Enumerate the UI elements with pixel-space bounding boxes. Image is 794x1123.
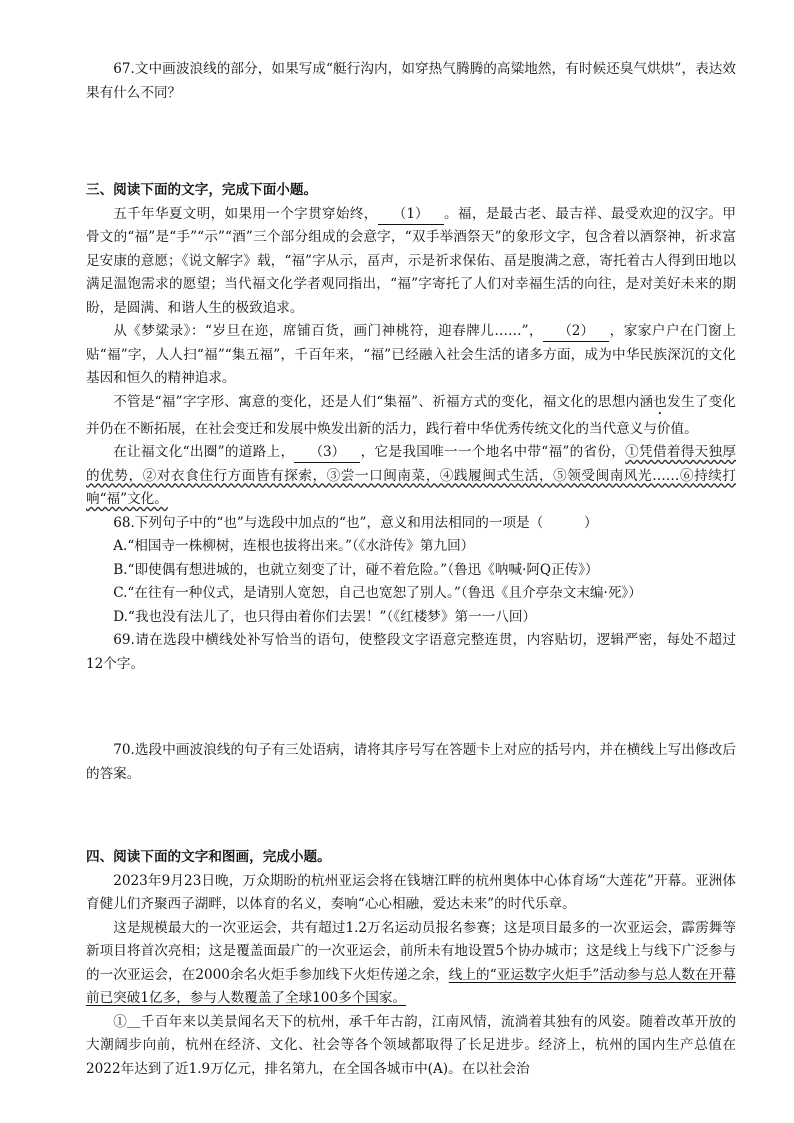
- question-69: 69.请在选段中横线处补写恰当的语句，使整段文字语意完整连贯，内容贴切，逻辑严密，每处不超过12个字。: [86, 632, 736, 672]
- question-67: 67.文中画波浪线的部分，如果写成“艇行沟内，如穿热气腾腾的高粱地然，有时候还臭气烘烘”，表达效果有什么不同？: [86, 61, 736, 101]
- paragraph-text: 这是规模最大的一次亚运会，共有超过1.2万名运动员报名参赛；这是项目最多的一次亚运会，霹雳舞等新项目将首次亮相；这是覆盖面最广的一次亚运会，前所未有地设置5个协办城市；这是线上与线下广泛参与的一次亚运会，在2000余名火炬手参加线下火炬传递之余，: [86, 919, 736, 983]
- question-68-stem: 68.下列句子中的“也”与选段中加点的“也”，意义和用法相同的一项是（ ）: [113, 514, 598, 531]
- underlined-sentence: 线上的“亚运数字火炬手”活动参与总人数在开幕前已突破1亿多，参与人数覆盖了全球100多个国家。: [86, 966, 737, 1006]
- paragraph-text: ，它是我国唯一一个地名中带“福”的省份，: [360, 444, 626, 460]
- paragraph-text: 发生了变化并仍在不断拓展，在社会变迁和发展中焕发出新的活力，践行着中华优秀传统文化的当代意义与价值。: [86, 393, 737, 437]
- document-page: [86, 58, 736, 1081]
- section-3-paragraph-2: [86, 320, 736, 391]
- paragraph-text: 五千年华夏文明，如果用一个字贯穿始终，: [113, 205, 378, 222]
- answer-blank-2: （2）: [543, 322, 609, 342]
- question-70: 70.选段中画波浪线的句子有三处语病，请将其序号写在答题卡上对应的括号内，并在横线上写出修改后的答案。: [86, 742, 736, 782]
- option-d: D.“我也没有法儿了，也只得由着你们去罢！”（《红楼梦》第一一八回）: [113, 608, 537, 625]
- option-c: C.“在往有一种仪式，是请别人宽恕，自己也宽恕了别人。”（鲁迅《且介亭杂文末编·死》）: [113, 585, 642, 601]
- paragraph-text: 从《梦粱录》：“岁旦在迩，席铺百货，画门神桃符，迎春牌儿……”，: [113, 323, 544, 339]
- wavy-underlined-sentence: ①凭借着得天独厚的优势，②对衣食住行方面皆有探索，③尝一口闽南菜，④践履闽式生活，⑤领受闽南风光……⑥持续打响“福”文化。: [86, 444, 736, 507]
- paragraph-text: 在让福文化“出圈”的道路上，: [113, 444, 295, 460]
- section-3-paragraph-3: [86, 391, 736, 442]
- section-3-heading: 三、阅读下面的文字，完成下面小题。: [86, 182, 318, 198]
- option-a: A.“相国寺一株柳树，连根也拔将出来。”（《水浒传》第九回）: [113, 538, 475, 554]
- section-4-paragraph-2: [86, 917, 736, 1011]
- paragraph-text: ，家家户户在门窗上贴“福”字，人人扫“福”“集五福”，千百年来，“福”已经融入社会生活的诸多方面，成为中华民族深沉的文化基因和恒久的精神追求。: [86, 323, 736, 386]
- section-4-heading: 四、阅读下面的文字和图画，完成小题。: [86, 849, 331, 865]
- paragraph-text: 。福，是最古老、最吉祥、最受欢迎的汉字。甲骨文的“福”是“手”“示”“酒”三个部分组成的会意字，“双手举酒祭天”的象形文字，包含着以酒祭神，祈求富足安康的意愿；《说文解字》载，“福”字从示，畐声，示是祈求保佑、畐是腹满之意，寄托着古人得到田地以满足温饱需求的愿望；当代福文化学者观同指出，“福”字寄托了人们对幸福生活的向往，是对美好未来的期盼，是圆满、和谐人生的极致追求。: [86, 205, 736, 316]
- answer-blank-3: （3）: [294, 443, 360, 463]
- option-b: B.“即使偶有想进城的，也就立刻变了计，碰不着危险。”（鲁迅《呐喊·阿Q正传》）: [113, 561, 599, 578]
- section-3-paragraph-4: [86, 441, 736, 512]
- paragraph-text: 不管是“福”字字形、寓意的变化，还是人们“集福”、祈福方式的变化，福文化的思想内涵: [113, 393, 654, 410]
- section-4-paragraph-1: 2023年9月23日晚，万众期盼的杭州亚运会将在钱塘江畔的杭州奥体中心体育场“大莲花”开幕。亚洲体育健儿们齐聚西子湖畔，以体育的名义，奏响“心心相融，爱达未来”的时代乐章。: [86, 872, 736, 912]
- answer-blank-1: （1）: [378, 205, 444, 225]
- section-4-paragraph-3: ①＿千百年来以美景闻名天下的杭州，承千年古韵，江南风情，流淌着其独有的风姿。随着改革开放的大潮阔步向前，杭州在经济、文化、社会等各个领域都取得了长足进步。经济上，杭州的国内生产总值在2022年达到了近1.9万亿元，排名第九，在全国各城市中(A)。在以社会治: [86, 1013, 736, 1077]
- section-3-paragraph-1: [86, 203, 736, 321]
- emphasized-character: 也: [653, 393, 668, 410]
